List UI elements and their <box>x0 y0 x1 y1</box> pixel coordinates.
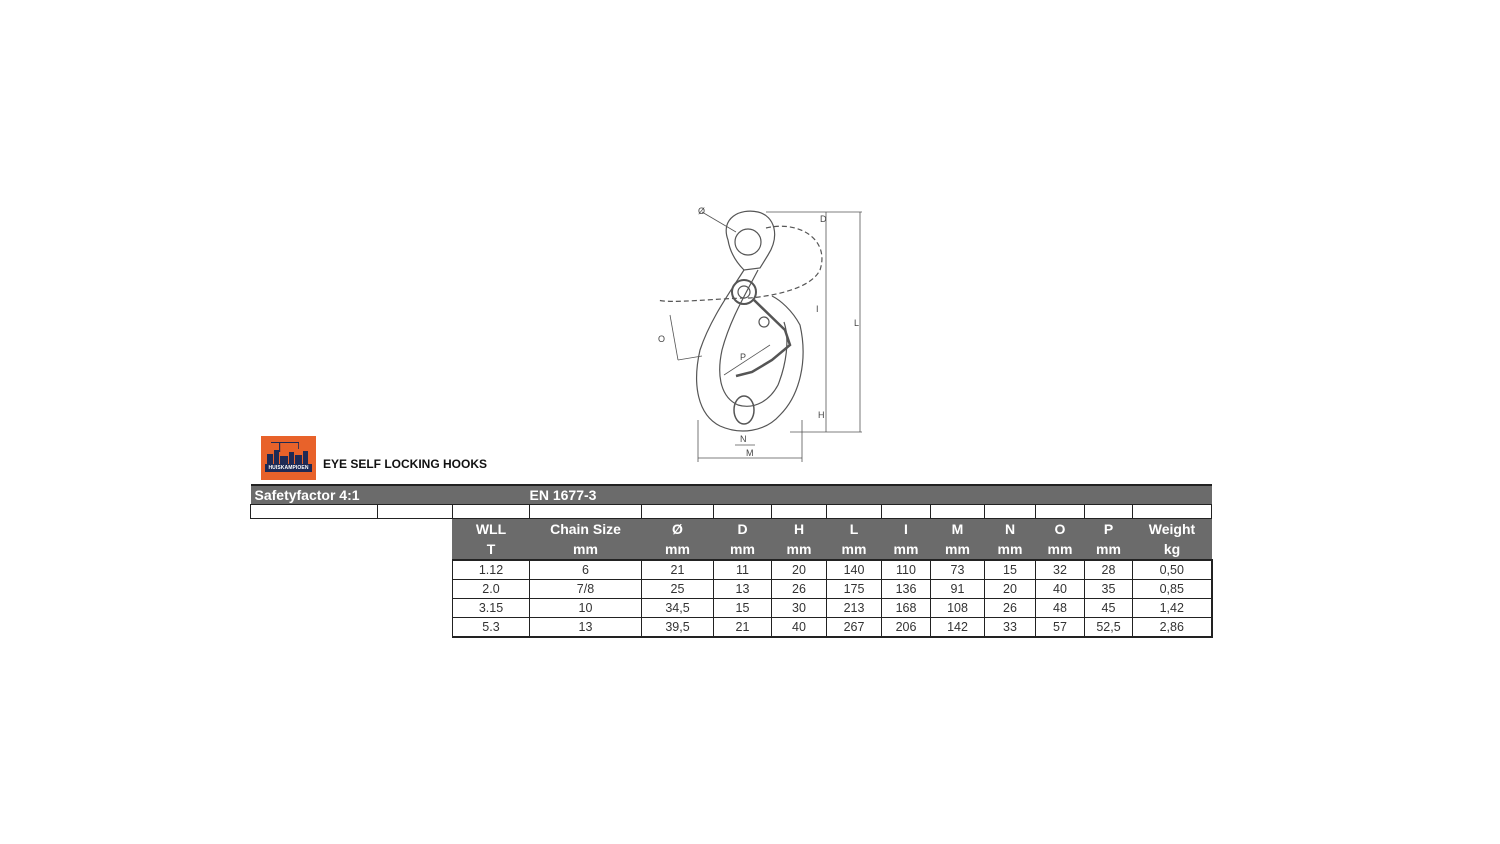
table-cell: 20 <box>772 560 827 580</box>
table-cell: 213 <box>827 599 882 618</box>
table-cell: 1,42 <box>1133 599 1212 618</box>
table-cell: 168 <box>882 599 931 618</box>
table-cell: 32 <box>1036 560 1085 580</box>
table-cell: 26 <box>772 580 827 599</box>
column-header: H <box>772 519 827 540</box>
column-header: I <box>882 519 931 540</box>
column-unit: mm <box>882 539 931 560</box>
table-cell: 3.15 <box>453 599 530 618</box>
spec-table <box>250 484 1213 638</box>
table-cell: 7/8 <box>530 580 642 599</box>
eye-hole <box>735 229 761 255</box>
table-cell: 110 <box>882 560 931 580</box>
column-header: Ø <box>642 519 714 540</box>
table-cell: 140 <box>827 560 882 580</box>
table-cell: 0,50 <box>1133 560 1212 580</box>
column-header: M <box>931 519 985 540</box>
column-unit: mm <box>985 539 1036 560</box>
label-diameter: Ø <box>698 206 706 216</box>
table-cell: 108 <box>931 599 985 618</box>
table-cell: 5.3 <box>453 618 530 638</box>
table-cell: 40 <box>772 618 827 638</box>
table-row <box>251 560 1212 580</box>
table-cell: 34,5 <box>642 599 714 618</box>
table-cell: 136 <box>882 580 931 599</box>
logo-wordmark: HUISKAMPIOEN <box>265 464 312 472</box>
table-row <box>251 580 1212 599</box>
table-cell: 0,85 <box>1133 580 1212 599</box>
label-d: D <box>820 214 827 224</box>
table-cell: 25 <box>642 580 714 599</box>
table-cell: 40 <box>1036 580 1085 599</box>
column-unit: mm <box>772 539 827 560</box>
table-cell: 91 <box>931 580 985 599</box>
table-cell: 11 <box>714 560 772 580</box>
column-unit: mm <box>642 539 714 560</box>
label-n: N <box>740 434 747 444</box>
pivot-pin <box>732 280 756 304</box>
column-header: P <box>1085 519 1133 540</box>
column-header: Chain Size <box>530 519 642 540</box>
hook-latch <box>736 300 790 376</box>
column-unit: mm <box>931 539 985 560</box>
table-cell: 30 <box>772 599 827 618</box>
table-cell: 20 <box>985 580 1036 599</box>
label-i: I <box>816 304 819 314</box>
column-header: WLL <box>453 519 530 540</box>
table-cell: 2.0 <box>453 580 530 599</box>
column-header: D <box>714 519 772 540</box>
crane-skyline-icon <box>261 436 316 466</box>
table-cell: 142 <box>931 618 985 638</box>
table-cell: 13 <box>530 618 642 638</box>
column-header: L <box>827 519 882 540</box>
table-cell: 15 <box>714 599 772 618</box>
table-row <box>251 599 1212 618</box>
column-header: N <box>985 519 1036 540</box>
table-cell: 35 <box>1085 580 1133 599</box>
brand-logo <box>261 436 316 480</box>
column-unit: T <box>453 539 530 560</box>
column-unit: mm <box>1036 539 1085 560</box>
table-cell: 15 <box>985 560 1036 580</box>
table-cell: 26 <box>985 599 1036 618</box>
column-header: Weight <box>1133 519 1212 540</box>
document-title: EYE SELF LOCKING HOOKS <box>323 457 488 471</box>
table-cell: 175 <box>827 580 882 599</box>
column-header: O <box>1036 519 1085 540</box>
table-cell: 73 <box>931 560 985 580</box>
table-cell: 28 <box>1085 560 1133 580</box>
hook-technical-drawing <box>640 200 880 468</box>
table-cell: 13 <box>714 580 772 599</box>
label-p: P <box>740 352 747 362</box>
hook-eye <box>726 211 774 270</box>
table-title-band <box>251 485 1212 505</box>
table-cell: 2,86 <box>1133 618 1212 638</box>
label-m: M <box>746 448 754 458</box>
label-o: O <box>658 334 666 344</box>
table-cell: 45 <box>1085 599 1133 618</box>
column-unit: mm <box>827 539 882 560</box>
table-cell: 21 <box>642 560 714 580</box>
safety-factor: Safetyfactor 4:1 <box>251 485 530 505</box>
column-unit: kg <box>1133 539 1212 560</box>
table-cell: 39,5 <box>642 618 714 638</box>
table-cell: 57 <box>1036 618 1085 638</box>
table-row <box>251 618 1212 638</box>
column-unit: mm <box>714 539 772 560</box>
label-h: H <box>818 410 825 420</box>
column-unit: mm <box>1085 539 1133 560</box>
blank-row <box>251 505 1212 519</box>
table-cell: 33 <box>985 618 1036 638</box>
table-cell: 6 <box>530 560 642 580</box>
table-cell: 267 <box>827 618 882 638</box>
header-row-names <box>251 519 1212 540</box>
table-cell: 10 <box>530 599 642 618</box>
label-l: L <box>854 318 860 328</box>
table-cell: 206 <box>882 618 931 638</box>
table-cell: 48 <box>1036 599 1085 618</box>
standard-label: EN 1677-3 <box>530 485 1212 505</box>
table-cell: 1.12 <box>453 560 530 580</box>
header-row-units <box>251 539 1212 560</box>
table-cell: 21 <box>714 618 772 638</box>
column-unit: mm <box>530 539 642 560</box>
table-cell: 52,5 <box>1085 618 1133 638</box>
